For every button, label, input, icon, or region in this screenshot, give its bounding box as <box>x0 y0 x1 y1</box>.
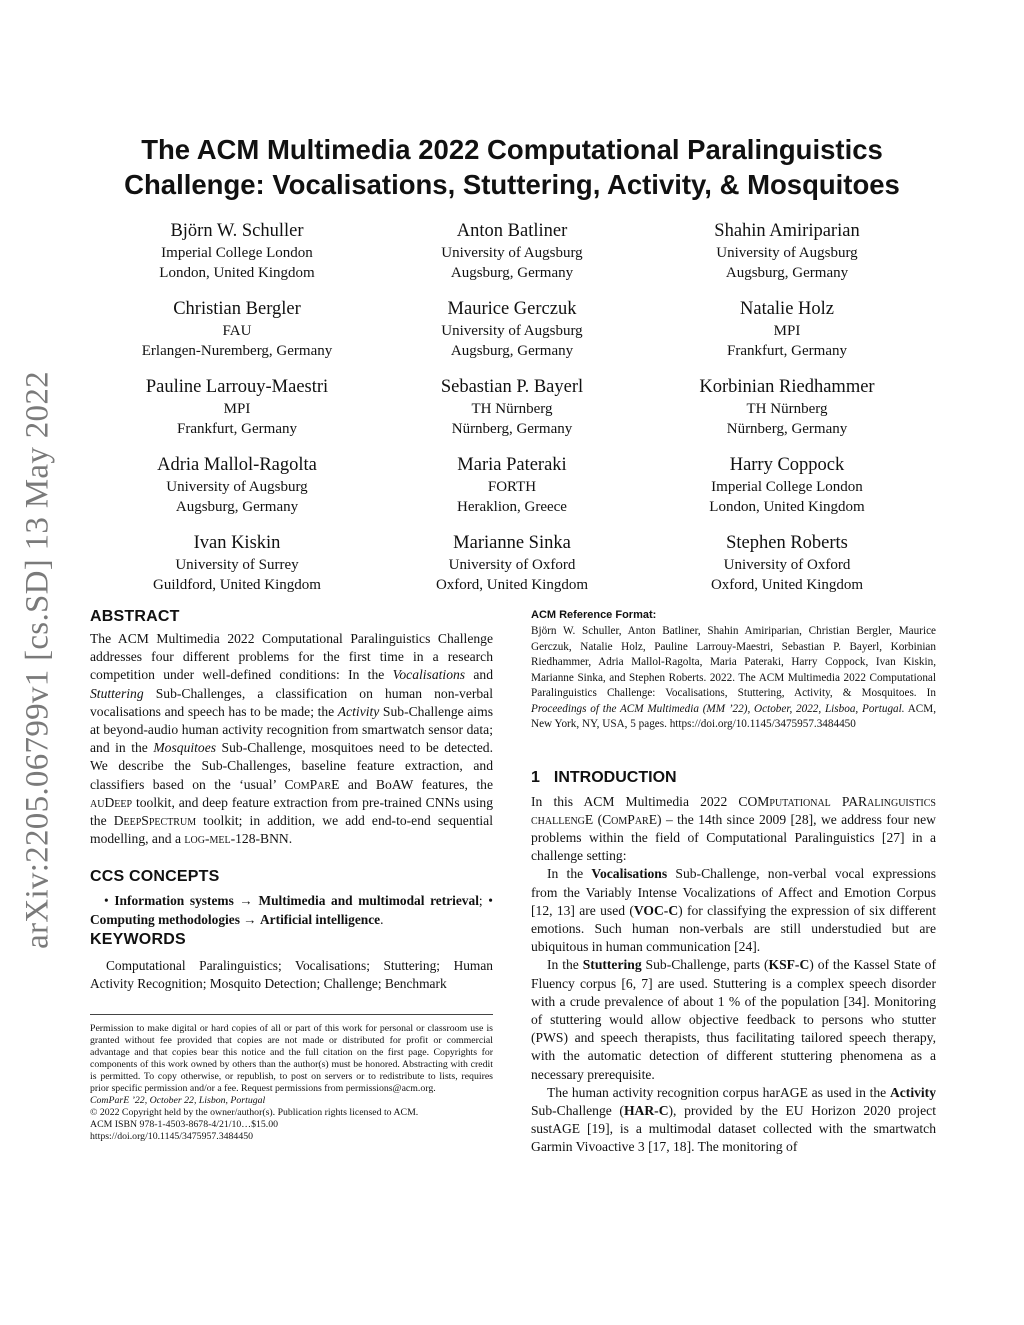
intro-paragraph: The human activity recognition corpus harAGE as used in the Activity Sub-Challenge (HAR-C), provided by the EU Horizon 2020 project sustAGE [19], is a multimodal dataset collected with the smartwatch Garmin Vivoactive 3 [17, 18]. The monitoring of <box>531 1084 936 1155</box>
author-block <box>375 532 649 595</box>
isbn-line: ACM ISBN 978-1-4503-8678-4/21/10…$15.00 <box>90 1118 279 1130</box>
author-name: Anton Batliner <box>456 221 568 241</box>
author-location: Frankfurt, Germany <box>727 343 847 359</box>
author-block <box>100 298 374 361</box>
author-location: Erlangen-Nuremberg, Germany <box>141 343 333 359</box>
author-location: London, United Kingdom <box>709 499 865 515</box>
author-name: Stephen Roberts <box>726 533 848 553</box>
introduction-text <box>531 793 936 1157</box>
arxiv-identifier: arXiv:2205.06799v1 [cs.SD] 13 May 2022 <box>19 371 56 949</box>
author-affiliation: University of Augsburg <box>716 245 858 261</box>
author-name: Christian Bergler <box>173 299 301 319</box>
author-affiliation: University of Oxford <box>723 557 851 573</box>
author-name: Björn W. Schuller <box>170 221 304 241</box>
author-name: Pauline Larrouy-Maestri <box>145 377 329 397</box>
abstract-heading: ABSTRACT <box>90 608 180 625</box>
author-name: Natalie Holz <box>740 299 834 319</box>
paper-title <box>100 132 924 202</box>
author-block <box>650 220 924 283</box>
author-affiliation: University of Augsburg <box>441 245 583 261</box>
author-name: Maurice Gerczuk <box>447 299 577 319</box>
author-affiliation: Imperial College London <box>711 479 863 495</box>
author-block <box>650 376 924 439</box>
author-block <box>650 532 924 595</box>
permission-notice <box>90 1014 493 1143</box>
author-location: Heraklion, Greece <box>457 499 567 515</box>
author-affiliation: University of Oxford <box>448 557 576 573</box>
author-affiliation: TH Nürnberg <box>746 401 828 417</box>
author-location: London, United Kingdom <box>159 265 315 281</box>
author-name: Harry Coppock <box>729 455 845 475</box>
author-block <box>375 454 649 517</box>
author-location: Guildford, United Kingdom <box>153 577 321 593</box>
author-affiliation: FAU <box>222 323 252 339</box>
section-title: INTRODUCTION <box>553 768 677 786</box>
doi-link[interactable]: https://doi.org/10.1145/3475957.3484450 <box>90 1130 254 1142</box>
author-grid <box>100 220 924 595</box>
author-name: Ivan Kiskin <box>193 533 281 553</box>
conference-venue: ComParE ’22, October 22, Lisbon, Portugal <box>90 1094 266 1106</box>
right-column <box>531 608 936 1157</box>
author-affiliation: MPI <box>773 323 801 339</box>
ccs-concepts: • Information systems → Multimedia and multimodal retrieval; • Computing methodologies → Artificial intelligence. <box>90 893 493 927</box>
author-affiliation: TH Nürnberg <box>471 401 553 417</box>
author-location: Augsburg, Germany <box>450 343 574 359</box>
author-name: Sebastian P. Bayerl <box>440 377 584 397</box>
intro-paragraph: In this ACM Multimedia 2022 COMputational PARalinguistics challengE (ComParE) – the 14th since 2009 [28], we address four new problems within the field of Computational Paralinguistics [27] in a challenge setting: <box>531 793 936 864</box>
author-affiliation: University of Augsburg <box>166 479 308 495</box>
author-block <box>375 376 649 439</box>
author-block <box>650 298 924 361</box>
ccs-heading: CCS CONCEPTS <box>90 868 220 886</box>
title-line-1: The ACM Multimedia 2022 Computational Paralinguistics <box>141 134 883 165</box>
author-affiliation: Imperial College London <box>161 245 313 261</box>
author-affiliation: FORTH <box>487 479 537 495</box>
left-column <box>90 606 493 1143</box>
intro-paragraph: In the Stuttering Sub-Challenge, parts (KSF-C) of the Kassel State of Fluency corpus [6, 7] are used. Stuttering is a complex speech disorder with a crude prevalence of about 1 % of the population [34]. Monitoring of stuttering would allow objective feedback to persons who stutter (PWS) and speech therapists, thus facilitating tailored speech therapy, with the automatic detection of different stuttering phenomena as a necessary prerequisite. <box>531 957 936 1082</box>
copyright-line: © 2022 Copyright held by the owner/author(s). Publication rights licensed to ACM. <box>90 1106 419 1118</box>
acm-reference-heading: ACM Reference Format: <box>531 609 657 621</box>
keywords-text: Computational Paralinguistics; Vocalisations; Stuttering; Human Activity Recognition; Mosquito Detection; Challenge; Benchmark <box>90 958 493 992</box>
author-location: Augsburg, Germany <box>175 499 299 515</box>
introduction-heading <box>531 767 936 789</box>
author-name: Maria Pateraki <box>457 455 567 475</box>
author-block <box>375 298 649 361</box>
author-name: Korbinian Riedhammer <box>699 377 875 397</box>
author-location: Nürnberg, Germany <box>726 421 848 437</box>
author-block <box>100 454 374 517</box>
section-number: 1 <box>531 768 540 786</box>
author-name: Shahin Amiriparian <box>714 221 860 241</box>
acm-reference-text: Björn W. Schuller, Anton Batliner, Shahin Amiriparian, Christian Bergler, Maurice Gerczuk, Natalie Holz, Pauline Larrouy-Maestri, Sebastian P. Bayerl, Korbinian Riedhammer, Adria Mallol-Ragolta, Maria Pateraki, Harry Coppock, Ivan Kiskin, Marianne Sinka, and Stephen Roberts. 2022. The ACM Multimedia 2022 Computational Paralinguistics Challenge: Vocalisations, Stuttering, Activity, & Mosquitoes. In Proceedings of the ACM Multimedia (MM ’22), October, 2022, Lisboa, Portugal. ACM, New York, NY, USA, 5 pages. https://doi.org/10.1145/3475957.3484450 <box>531 625 936 730</box>
author-name: Adria Mallol-Ragolta <box>157 455 317 475</box>
author-location: Oxford, United Kingdom <box>435 577 589 593</box>
author-location: Augsburg, Germany <box>725 265 849 281</box>
permission-text: Permission to make digital or hard copies of all or part of this work for personal or classroom use is granted without fee provided that copies are not made or distributed for profit or commercial advantage and that copies bear this notice and the full citation on the first page. Copyrights for components of this work owned by others than the author(s) must be honored. Abstracting with credit is permitted. To copy otherwise, or republish, to post on servers or to redistribute to lists, requires prior specific permission and/or a fee. Request permissions from permissions@acm.org. <box>90 1022 493 1094</box>
author-block <box>100 532 374 595</box>
author-location: Nürnberg, Germany <box>451 421 573 437</box>
author-affiliation: University of Surrey <box>175 557 299 573</box>
author-block <box>100 220 374 283</box>
abstract-text: The ACM Multimedia 2022 Computational Paralinguistics Challenge addresses four different problems for the first time in a research competition under well-defined conditions: In the Vocalisations and Stuttering Sub-Challenges, a classification on human non-verbal vocalisations and speech has to be made; the Activity Sub-Challenge aims at beyond-audio human activity recognition from smartwatch sensor data; and in the Mosquitoes Sub-Challenge, mosquitoes need to be detected. We describe the Sub-Challenges, baseline feature extraction, and classifiers based on the ‘usual’ ComParE and BoAW features, the auDeep toolkit, and deep feature extraction from pre-trained CNNs using the DeepSpectrum toolkit; in addition, we add end-to-end sequential modelling, and a log-mel-128-BNN. <box>90 631 494 847</box>
author-name: Marianne Sinka <box>453 533 571 553</box>
author-block <box>375 220 649 283</box>
author-block <box>650 454 924 517</box>
author-location: Augsburg, Germany <box>450 265 574 281</box>
title-line-2: Challenge: Vocalisations, Stuttering, Activity, & Mosquitoes <box>124 169 900 200</box>
keywords-heading: KEYWORDS <box>90 931 186 949</box>
author-location: Oxford, United Kingdom <box>710 577 864 593</box>
intro-paragraph: In the Vocalisations Sub-Challenge, non-verbal vocal expressions from the Variably Intense Vocalizations of Affect and Emotion Corpus [12, 13] are used (VOC-C) for classifying the expression of six different emotions. Such human non-verbals are still understudied but are ubiquitous in human communication [24]. <box>531 866 936 955</box>
author-block <box>100 376 374 439</box>
author-location: Frankfurt, Germany <box>177 421 297 437</box>
author-affiliation: MPI <box>223 401 251 417</box>
author-affiliation: University of Augsburg <box>441 323 583 339</box>
